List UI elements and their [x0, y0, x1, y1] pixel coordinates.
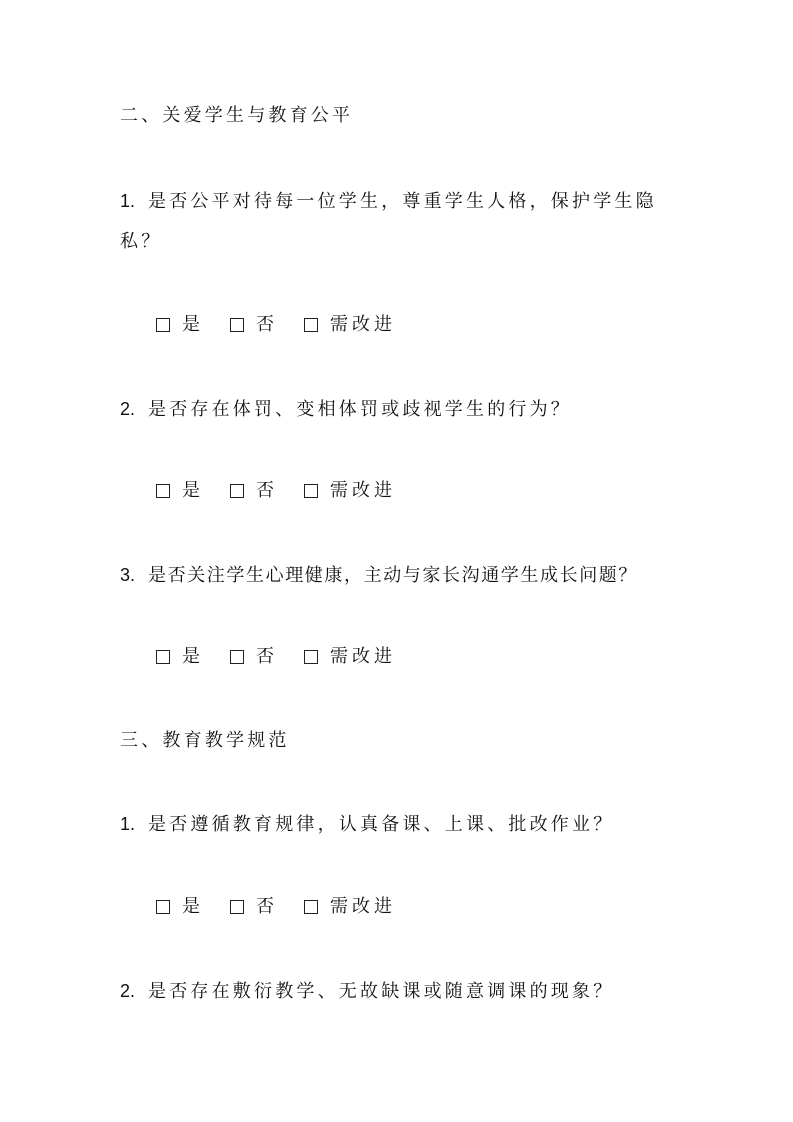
question-2-3 [120, 563, 638, 588]
question-2-1-continued: 私？ [120, 231, 163, 252]
checkbox[interactable] [230, 484, 244, 498]
question-number: 3. [120, 565, 136, 585]
option-improve[interactable]: 需改进 [304, 479, 396, 503]
option-no[interactable]: 否 [230, 479, 278, 503]
option-improve[interactable]: 需改进 [304, 645, 396, 669]
checkbox[interactable] [304, 900, 318, 914]
question-2-2 [120, 397, 572, 422]
checkbox[interactable] [156, 318, 170, 332]
options-2-3 [156, 645, 422, 669]
checkbox[interactable] [156, 900, 170, 914]
option-no[interactable]: 否 [230, 313, 278, 337]
checkbox[interactable] [230, 650, 244, 664]
question-text: 是否关注学生心理健康，主动与家长沟通学生成长问题？ [148, 565, 638, 586]
checkbox[interactable] [156, 484, 170, 498]
question-text: 是否遵循教育规律，认真备课、上课、批改作业？ [148, 814, 615, 835]
option-yes[interactable]: 是 [156, 645, 204, 669]
question-number: 1. [120, 814, 136, 834]
checkbox[interactable] [230, 900, 244, 914]
option-yes[interactable]: 是 [156, 895, 204, 919]
option-yes[interactable]: 是 [156, 313, 204, 337]
question-text: 是否存在体罚、变相体罚或歧视学生的行为？ [148, 399, 572, 420]
checkbox[interactable] [230, 318, 244, 332]
question-2-1 [120, 189, 657, 214]
option-no[interactable]: 否 [230, 895, 278, 919]
checkbox[interactable] [156, 650, 170, 664]
checkbox[interactable] [304, 318, 318, 332]
question-number: 2. [120, 399, 136, 419]
question-3-2 [120, 979, 614, 1004]
options-3-1 [156, 895, 422, 919]
checkbox[interactable] [304, 484, 318, 498]
options-2-2 [156, 479, 422, 503]
option-yes[interactable]: 是 [156, 479, 204, 503]
option-improve[interactable]: 需改进 [304, 895, 396, 919]
question-text: 是否公平对待每一位学生，尊重学生人格，保护学生隐 [148, 191, 657, 212]
options-2-1 [156, 313, 422, 337]
section-heading-3: 三、教育教学规范 [120, 730, 290, 751]
question-3-1 [120, 812, 614, 837]
section-heading-2: 二、关爱学生与教育公平 [120, 105, 354, 126]
question-text: 是否存在敷衍教学、无故缺课或随意调课的现象？ [148, 981, 615, 1002]
option-no[interactable]: 否 [230, 645, 278, 669]
question-number: 1. [120, 191, 136, 211]
question-number: 2. [120, 981, 136, 1001]
checkbox[interactable] [304, 650, 318, 664]
option-improve[interactable]: 需改进 [304, 313, 396, 337]
